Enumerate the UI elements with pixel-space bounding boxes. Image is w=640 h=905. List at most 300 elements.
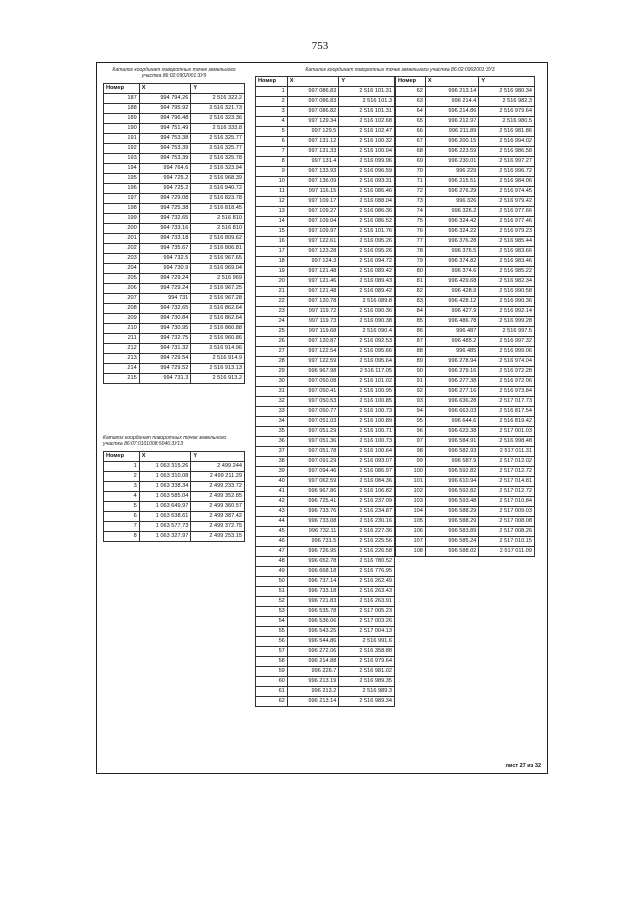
point-number: 98 <box>396 447 426 457</box>
table-row <box>104 522 245 532</box>
coord-x: 1 063 577.73 <box>139 522 191 532</box>
table-row <box>104 492 245 502</box>
coord-y: 2 517 009.03 <box>479 507 535 517</box>
coord-y: 2 516 997.27 <box>479 157 535 167</box>
point-number: 14 <box>256 217 288 227</box>
coord-x: 996 644.6 <box>425 417 479 427</box>
coord-x: 997 050.08 <box>287 377 339 387</box>
coord-x: 994 725.38 <box>139 204 191 214</box>
table-row <box>256 277 395 287</box>
point-number: 95 <box>396 417 426 427</box>
table-row <box>256 617 395 627</box>
point-number: 55 <box>256 627 288 637</box>
point-number: 62 <box>396 87 426 97</box>
coord-x: 997 131.12 <box>287 137 339 147</box>
point-number: 20 <box>256 277 288 287</box>
coord-y: 2 516 089.42 <box>339 287 395 297</box>
coord-y: 2 516 237.09 <box>339 497 395 507</box>
coord-x: 994 753.39 <box>139 144 191 154</box>
coord-x: 1 063 585.04 <box>139 492 191 502</box>
table-row <box>396 537 535 547</box>
table-row <box>256 247 395 257</box>
coord-x: 996 278.94 <box>425 357 479 367</box>
coord-y: 2 516 996.72 <box>479 167 535 177</box>
table-row <box>256 157 395 167</box>
coord-y: 2 516 914.9 <box>191 354 245 364</box>
table-row <box>256 577 395 587</box>
table-row <box>256 697 395 707</box>
sheet-label: лист 27 из 32 <box>505 763 541 769</box>
coord-y: 2 516 094.72 <box>339 257 395 267</box>
table-row <box>396 167 535 177</box>
coord-y: 2 516 089.8 <box>339 297 395 307</box>
coord-x: 1 063 315.26 <box>139 462 191 472</box>
table-row <box>396 457 535 467</box>
table-row <box>256 187 395 197</box>
coord-x: 996 486.78 <box>425 317 479 327</box>
coord-y: 2 517 008.26 <box>479 527 535 537</box>
point-number: 96 <box>396 427 426 437</box>
point-number: 191 <box>104 134 140 144</box>
coord-y: 2 516 101.31 <box>339 87 395 97</box>
coord-x: 996 967.86 <box>287 487 339 497</box>
coord-y: 2 516 980.5 <box>479 117 535 127</box>
coord-y: 2 517 011.09 <box>479 547 535 557</box>
coord-y: 2 516 977.46 <box>479 217 535 227</box>
point-number: 73 <box>396 197 426 207</box>
point-number: 209 <box>104 314 140 324</box>
table-row <box>104 324 245 334</box>
coord-x: 997 051.36 <box>287 437 339 447</box>
coord-x: 996 636.28 <box>425 397 479 407</box>
point-number: 89 <box>396 357 426 367</box>
table-row <box>256 457 395 467</box>
page-number: 753 <box>311 40 329 52</box>
point-number: 64 <box>396 107 426 117</box>
table-row <box>104 104 245 114</box>
point-number: 31 <box>256 387 288 397</box>
coord-x: 994 729.08 <box>139 194 191 204</box>
coord-x: 996 544.86 <box>287 637 339 647</box>
coordinates-table-c <box>255 76 395 707</box>
coord-y: 2 517 012.72 <box>479 487 535 497</box>
point-number: 214 <box>104 364 140 374</box>
coord-y: 2 516 989.35 <box>339 677 395 687</box>
coord-y: 2 516 940.72 <box>191 184 245 194</box>
coord-x: 997 091.29 <box>287 457 339 467</box>
point-number: 212 <box>104 344 140 354</box>
coord-y: 2 517 012.02 <box>479 457 535 467</box>
coord-y: 2 499 372.75 <box>191 522 245 532</box>
table-row <box>256 297 395 307</box>
coord-y: 2 516 823.78 <box>191 194 245 204</box>
coord-y: 2 516 262.49 <box>339 577 395 587</box>
table-row <box>396 317 535 327</box>
coord-x: 994 751.49 <box>139 124 191 134</box>
coord-x: 996 428.9 <box>425 287 479 297</box>
coord-y: 2 516 323.36 <box>191 114 245 124</box>
point-number: 8 <box>104 532 140 542</box>
coord-x: 997 086.83 <box>287 97 339 107</box>
point-number: 195 <box>104 174 140 184</box>
coord-y: 2 516 095.26 <box>339 237 395 247</box>
coord-y: 2 516 100.85 <box>339 397 395 407</box>
coord-x: 996 535.78 <box>287 607 339 617</box>
coord-y: 2 516 321.73 <box>191 104 245 114</box>
coord-x: 996 592.82 <box>425 467 479 477</box>
block-b-title: Каталог координат поворотных точек земельного участка 86:07:0101008:5046:3У13 <box>103 435 227 447</box>
point-number: 104 <box>396 507 426 517</box>
coord-y: 2 516 969.04 <box>191 264 245 274</box>
point-number: 189 <box>104 114 140 124</box>
coord-y: 2 499 233.72 <box>191 482 245 492</box>
point-number: 62 <box>256 697 288 707</box>
point-number: 60 <box>256 677 288 687</box>
point-number: 201 <box>104 234 140 244</box>
coord-x: 996 587.9 <box>425 457 479 467</box>
table-row <box>104 114 245 124</box>
coord-y: 2 516 967.28 <box>191 294 245 304</box>
coord-y: 2 516 234.87 <box>339 507 395 517</box>
coord-y: 2 516 263.91 <box>339 597 395 607</box>
table-row <box>396 387 535 397</box>
coord-x: 997 129.34 <box>287 117 339 127</box>
point-number: 35 <box>256 427 288 437</box>
table-row <box>256 417 395 427</box>
table-row <box>396 87 535 97</box>
coord-x: 996 588.29 <box>425 507 479 517</box>
coord-x: 997 062.59 <box>287 477 339 487</box>
table-row <box>396 547 535 557</box>
table-row <box>256 557 395 567</box>
table-row <box>256 267 395 277</box>
point-number: 194 <box>104 164 140 174</box>
coord-x: 997 119.68 <box>287 327 339 337</box>
point-number: 92 <box>396 387 426 397</box>
coord-y: 2 516 227.36 <box>339 527 395 537</box>
table-header-row <box>104 84 245 94</box>
coord-x: 994 733.16 <box>139 224 191 234</box>
coord-y: 2 517 014.81 <box>479 477 535 487</box>
block-a-title: Каталог координат поворотных точек земельного участка 86:02:0902001:3У9 <box>112 67 236 79</box>
coord-y: 2 499 352.85 <box>191 492 245 502</box>
coord-y: 2 516 973.84 <box>479 387 535 397</box>
table-row <box>104 364 245 374</box>
table-row <box>104 284 245 294</box>
coord-y: 2 516 090.36 <box>339 307 395 317</box>
table-row <box>256 407 395 417</box>
point-number: 46 <box>256 537 288 547</box>
table-row <box>256 237 395 247</box>
point-number: 85 <box>396 317 426 327</box>
coordinates-table-a <box>103 83 245 384</box>
table-row <box>104 304 245 314</box>
table-row <box>256 537 395 547</box>
table-row <box>256 127 395 137</box>
table-header-row <box>396 77 535 87</box>
table-row <box>104 512 245 522</box>
point-number: 33 <box>256 407 288 417</box>
table-row <box>396 227 535 237</box>
block-d <box>395 76 535 557</box>
point-number: 91 <box>396 377 426 387</box>
coord-x: 997 119.73 <box>287 317 339 327</box>
table-row <box>256 527 395 537</box>
coord-y: 2 516 980.34 <box>479 87 535 97</box>
point-number: 56 <box>256 637 288 647</box>
point-number: 51 <box>256 587 288 597</box>
point-number: 52 <box>256 597 288 607</box>
coord-x: 1 063 638.61 <box>139 512 191 522</box>
coord-x: 997 086.83 <box>287 87 339 97</box>
table-row <box>104 354 245 364</box>
table-row <box>256 597 395 607</box>
table-row <box>256 327 395 337</box>
point-number: 210 <box>104 324 140 334</box>
table-header-row <box>104 452 245 462</box>
coord-x: 996 663.03 <box>425 407 479 417</box>
point-number: 198 <box>104 204 140 214</box>
table-row <box>104 482 245 492</box>
table-row <box>256 317 395 327</box>
point-number: 59 <box>256 667 288 677</box>
coord-x: 994 764.6 <box>139 164 191 174</box>
coord-x: 994 725.2 <box>139 174 191 184</box>
coord-y: 2 516 099.96 <box>339 157 395 167</box>
table-row <box>256 257 395 267</box>
coord-x: 996 733.76 <box>287 507 339 517</box>
table-row <box>104 294 245 304</box>
coord-x: 996 279.16 <box>425 367 479 377</box>
point-number: 75 <box>396 217 426 227</box>
column-header-num: Номер <box>396 77 426 87</box>
coord-y: 2 516 967.65 <box>191 254 245 264</box>
table-row <box>256 437 395 447</box>
coord-y: 2 517 012.72 <box>479 467 535 477</box>
point-number: 93 <box>396 397 426 407</box>
document-frame <box>96 62 548 774</box>
point-number: 66 <box>396 127 426 137</box>
point-number: 15 <box>256 227 288 237</box>
table-row <box>256 87 395 97</box>
coord-x: 997 050.77 <box>287 407 339 417</box>
coord-y: 2 516 095.26 <box>339 247 395 257</box>
coord-y: 2 516 991.6 <box>339 637 395 647</box>
coord-y: 2 516 990.36 <box>479 297 535 307</box>
coord-y: 2 516 977.66 <box>479 207 535 217</box>
table-row <box>104 224 245 234</box>
coord-y: 2 516 095.66 <box>339 347 395 357</box>
point-number: 53 <box>256 607 288 617</box>
point-number: 2 <box>104 472 140 482</box>
coord-x: 994 729.24 <box>139 274 191 284</box>
coord-y: 2 516 084.36 <box>339 477 395 487</box>
coord-x: 996 213.14 <box>287 697 339 707</box>
coord-x: 996 277.38 <box>425 377 479 387</box>
coord-x: 996 652.78 <box>287 557 339 567</box>
coord-x: 997 122.54 <box>287 347 339 357</box>
coord-y: 2 516 862.64 <box>191 314 245 324</box>
point-number: 2 <box>256 97 288 107</box>
table-row <box>396 237 535 247</box>
table-row <box>396 357 535 367</box>
coord-x: 997 094.46 <box>287 467 339 477</box>
point-number: 42 <box>256 497 288 507</box>
coord-x: 997 109.97 <box>287 227 339 237</box>
coord-x: 997 131.4 <box>287 157 339 167</box>
table-row <box>396 497 535 507</box>
coord-y: 2 517 017.73 <box>479 397 535 407</box>
coord-y: 2 516 992.14 <box>479 307 535 317</box>
table-row <box>256 517 395 527</box>
table-row <box>256 367 395 377</box>
table-row <box>396 307 535 317</box>
coord-y: 2 516 089.42 <box>339 267 395 277</box>
table-row <box>256 647 395 657</box>
table-row <box>396 217 535 227</box>
coord-y: 2 516 983.66 <box>479 247 535 257</box>
table-row <box>396 137 535 147</box>
coord-y: 2 516 263.43 <box>339 587 395 597</box>
coord-x: 996 276.29 <box>425 187 479 197</box>
coord-x: 997 133.93 <box>287 167 339 177</box>
coord-y: 2 516 985.44 <box>479 237 535 247</box>
coord-x: 996 214.88 <box>287 657 339 667</box>
coord-y: 2 516 093.31 <box>339 177 395 187</box>
table-row <box>396 247 535 257</box>
coord-x: 997 122.59 <box>287 357 339 367</box>
table-row <box>256 667 395 677</box>
coord-y: 2 516 974.04 <box>479 357 535 367</box>
table-row <box>256 387 395 397</box>
table-row <box>104 374 245 384</box>
table-row <box>396 467 535 477</box>
coord-y: 2 517 001.03 <box>479 427 535 437</box>
coord-x: 997 129.5 <box>287 127 339 137</box>
table-row <box>256 347 395 357</box>
point-number: 94 <box>396 407 426 417</box>
table-row <box>104 214 245 224</box>
coord-y: 2 516 096.59 <box>339 167 395 177</box>
coord-x: 1 063 338.34 <box>139 482 191 492</box>
point-number: 30 <box>256 377 288 387</box>
coord-x: 994 730.9 <box>139 264 191 274</box>
coord-x: 996 726.95 <box>287 547 339 557</box>
coord-x: 996 214.86 <box>425 107 479 117</box>
coord-y: 2 516 809.62 <box>191 234 245 244</box>
coord-y: 2 516 086.36 <box>339 207 395 217</box>
coordinates-table-b <box>103 451 245 542</box>
coord-x: 996 733.18 <box>287 587 339 597</box>
point-number: 40 <box>256 477 288 487</box>
column-header-y: Y <box>479 77 535 87</box>
coord-y: 2 516 090.38 <box>339 317 395 327</box>
point-number: 7 <box>104 522 140 532</box>
point-number: 205 <box>104 274 140 284</box>
coord-x: 997 120.78 <box>287 297 339 307</box>
point-number: 101 <box>396 477 426 487</box>
coordinates-table-d <box>395 76 535 557</box>
coord-y: 2 516 860.88 <box>191 324 245 334</box>
coord-y: 2 516 979.42 <box>479 197 535 207</box>
point-number: 16 <box>256 237 288 247</box>
coord-y: 2 499 360.57 <box>191 502 245 512</box>
coord-y: 2 516 989.34 <box>339 697 395 707</box>
block-c-title: Каталог координат поворотных точек земельного участка 86:02:0902001:3У3 <box>305 67 495 73</box>
coord-y: 2 517 010.84 <box>479 497 535 507</box>
table-row <box>256 467 395 477</box>
point-number: 107 <box>396 537 426 547</box>
coord-y: 2 516 986.58 <box>479 147 535 157</box>
coord-x: 997 121.46 <box>287 277 339 287</box>
coord-y: 2 516 810 <box>191 224 245 234</box>
coord-y: 2 516 101.02 <box>339 377 395 387</box>
point-number: 43 <box>256 507 288 517</box>
table-row <box>256 307 395 317</box>
table-row <box>256 397 395 407</box>
coord-y: 2 516 100.73 <box>339 437 395 447</box>
table-row <box>104 334 245 344</box>
point-number: 77 <box>396 237 426 247</box>
coord-y: 2 499 211.29 <box>191 472 245 482</box>
coord-x: 996 737.14 <box>287 577 339 587</box>
coord-y: 2 516 117.05 <box>339 367 395 377</box>
point-number: 81 <box>396 277 426 287</box>
point-number: 65 <box>396 117 426 127</box>
coord-x: 994 753.39 <box>139 154 191 164</box>
coord-x: 997 051.03 <box>287 417 339 427</box>
table-row <box>256 477 395 487</box>
coord-y: 2 516 086.46 <box>339 187 395 197</box>
coord-x: 996 226.7 <box>287 667 339 677</box>
coord-y: 2 516 092.53 <box>339 337 395 347</box>
table-row <box>256 197 395 207</box>
table-row <box>396 267 535 277</box>
table-row <box>104 184 245 194</box>
table-row <box>396 507 535 517</box>
point-number: 54 <box>256 617 288 627</box>
coord-y: 2 516 967.25 <box>191 284 245 294</box>
coord-x: 996 428.12 <box>425 297 479 307</box>
table-row <box>396 127 535 137</box>
point-number: 82 <box>396 287 426 297</box>
table-row <box>256 587 395 597</box>
table-row <box>256 137 395 147</box>
coord-y: 2 516 968.39 <box>191 174 245 184</box>
coord-y: 2 516 100.64 <box>339 447 395 457</box>
coord-x: 997 051.78 <box>287 447 339 457</box>
coord-x: 996 211.89 <box>425 127 479 137</box>
point-number: 26 <box>256 337 288 347</box>
coord-y: 2 516 818.45 <box>191 204 245 214</box>
coord-x: 997 109.27 <box>287 207 339 217</box>
coord-y: 2 517 011.31 <box>479 447 535 457</box>
table-row <box>396 477 535 487</box>
coord-y: 2 516 979.23 <box>479 227 535 237</box>
coord-y: 2 516 972.06 <box>479 377 535 387</box>
table-row <box>256 507 395 517</box>
coord-y: 2 516 806.81 <box>191 244 245 254</box>
table-row <box>104 194 245 204</box>
point-number: 74 <box>396 207 426 217</box>
point-number: 3 <box>104 482 140 492</box>
table-row <box>396 327 535 337</box>
coord-x: 996 229 <box>425 167 479 177</box>
coord-x: 994 729.52 <box>139 364 191 374</box>
table-row <box>256 607 395 617</box>
table-row <box>396 197 535 207</box>
coord-y: 2 517 003.26 <box>339 617 395 627</box>
